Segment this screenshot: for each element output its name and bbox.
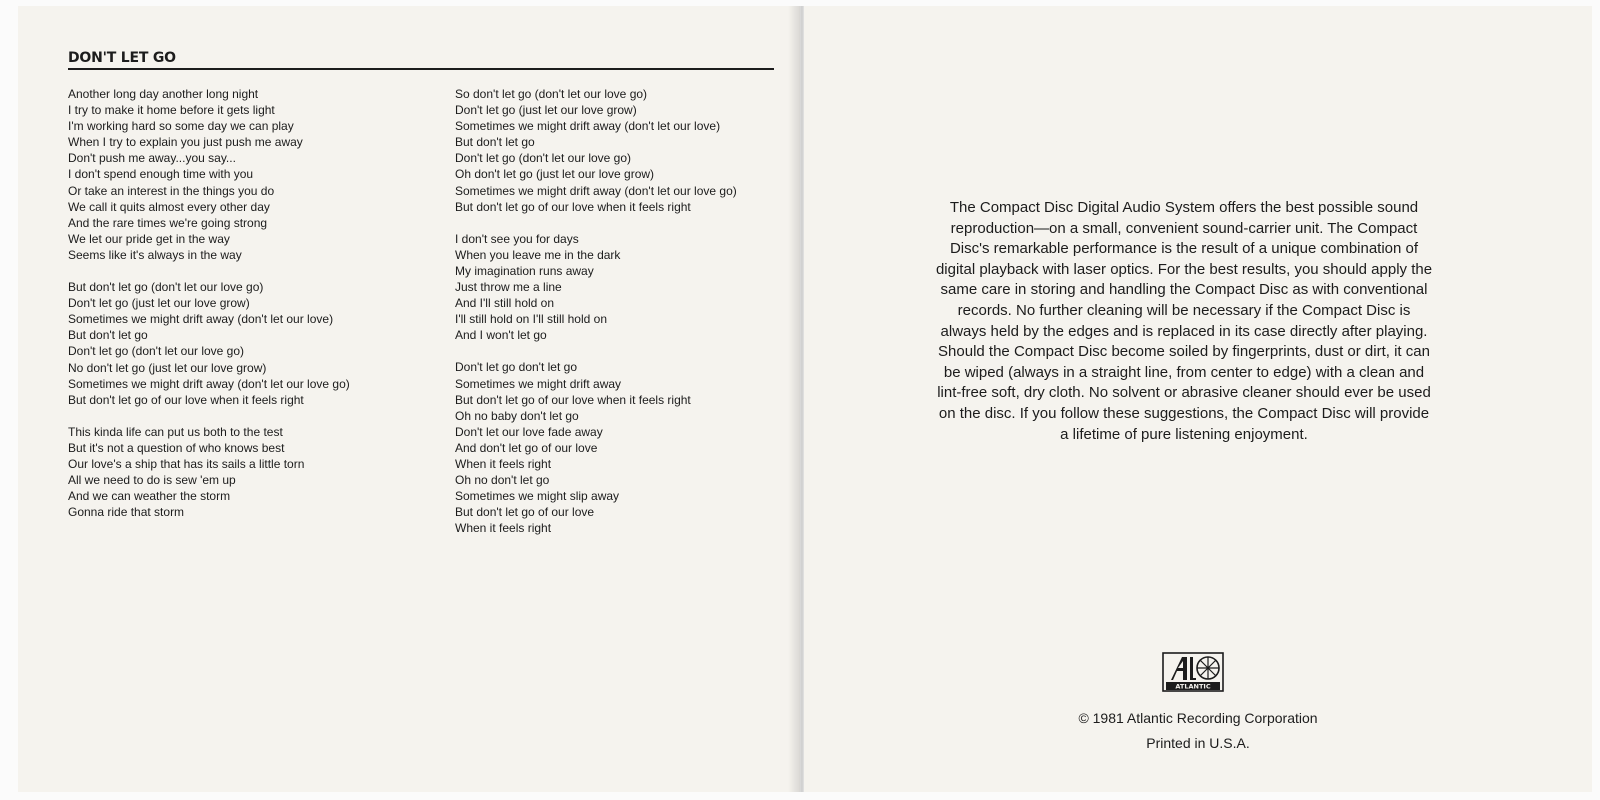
atlantic-logo xyxy=(1162,652,1224,692)
left-page xyxy=(18,6,800,792)
lyric-line: Oh don't let go (just let our love grow) xyxy=(455,167,655,182)
lyric-line: And don't let go of our love xyxy=(455,440,598,455)
lyric-line: Don't let go don't let go xyxy=(455,360,577,375)
lyric-line: My imagination runs away xyxy=(455,263,594,278)
song-title: DON'T LET GO xyxy=(68,50,176,66)
lyric-line: Sometimes we might drift away xyxy=(455,376,622,391)
lyric-line: Our love's a ship that has its sails a little torn xyxy=(68,456,305,471)
printed-in-line: Printed in U.S.A. xyxy=(1146,735,1250,751)
lyrics-column-1 xyxy=(68,86,448,536)
lyric-line: Don't push me away...you say... xyxy=(68,151,236,166)
lyric-line: When it feels right xyxy=(455,521,552,536)
lyric-line: Oh no don't let go xyxy=(455,473,550,488)
lyric-line: Don't let go (just let our love grow) xyxy=(68,296,250,311)
lyric-line: No don't let go (just let our love grow) xyxy=(68,360,267,375)
lyric-line: Don't let go (just let our love grow) xyxy=(455,103,637,118)
stanza xyxy=(455,359,785,536)
lyric-line: Seems like it's always in the way xyxy=(68,247,242,262)
lyric-line: Or take an interest in the things you do xyxy=(68,183,275,198)
lyric-line: And I won't let go xyxy=(455,328,547,343)
stanza xyxy=(68,279,448,408)
lyric-line: We let our pride get in the way xyxy=(68,231,230,246)
lyric-line: Oh no baby don't let go xyxy=(455,408,579,423)
lyric-line: Just throw me a line xyxy=(455,280,562,295)
lyric-line: Sometimes we might drift away (don't let our love go) xyxy=(455,183,737,198)
lyric-line: So don't let go (don't let our love go) xyxy=(455,87,648,101)
lyric-line: But don't let go (don't let our love go) xyxy=(68,280,264,295)
lyric-line: When you leave me in the dark xyxy=(455,247,621,262)
lyric-line: But don't let go of our love when it feels right xyxy=(455,392,691,407)
lyric-line: But don't let go of our love when it feels right xyxy=(455,199,691,214)
lyric-line: And the rare times we're going strong xyxy=(68,215,268,230)
lyric-line: Another long day another long night xyxy=(68,87,259,101)
stanza xyxy=(68,424,448,521)
title-rule xyxy=(68,68,774,70)
lyric-line: Sometimes we might drift away (don't let our love) xyxy=(455,119,721,134)
lyric-line: But it's not a question of who knows best xyxy=(68,440,285,455)
lyric-line: Sometimes we might slip away xyxy=(455,489,620,504)
lyric-line: Sometimes we might drift away (don't let our love) xyxy=(68,312,334,327)
lyric-line: When I try to explain you just push me away xyxy=(68,135,303,150)
lyric-line: But don't let go of our love when it feels right xyxy=(68,392,304,407)
lyric-line: I try to make it home before it gets light xyxy=(68,103,275,118)
lyric-line: When it feels right xyxy=(455,456,552,471)
lyric-line: We call it quits almost every other day xyxy=(68,199,270,214)
lyric-line: But don't let go of our love xyxy=(455,505,595,520)
lyrics-column-2 xyxy=(455,86,785,552)
lyric-line: But don't let go xyxy=(68,328,148,343)
lyric-line: But don't let go xyxy=(455,135,535,150)
copyright-line: © 1981 Atlantic Recording Corporation xyxy=(1078,710,1318,726)
lyric-line: Don't let go (don't let our love go) xyxy=(68,344,245,359)
stanza xyxy=(455,231,785,344)
right-page xyxy=(804,6,1592,792)
lyric-line: I'll still hold on I'll still hold on xyxy=(455,312,607,327)
lyric-line: Don't let our love fade away xyxy=(455,424,603,439)
lyric-line: And I'll still hold on xyxy=(455,296,555,311)
lyric-line: Gonna ride that storm xyxy=(68,505,185,520)
lyric-line: Don't let go (don't let our love go) xyxy=(455,151,632,166)
lyric-line: I don't see you for days xyxy=(455,231,579,246)
lyric-line: All we need to do is sew 'em up xyxy=(68,473,236,488)
lyric-line: I don't spend enough time with you xyxy=(68,167,254,182)
lyric-line: I'm working hard so some day we can play xyxy=(68,119,294,134)
lyric-line: Sometimes we might drift away (don't let our love go) xyxy=(68,376,350,391)
compact-disc-notice: The Compact Disc Digital Audio System offers the best possible sound reproduction—on a small, convenient sound-carrier unit. The Compact Disc's remarkable performance is the result of a unique combination of digital playback with laser optics. For the best results, you should apply the same care in storing and handling the Compact Disc as with conventional records. No further cleaning will be necessary if the Compact Disc is always held by the edges and is replaced in its case directly after playing. Should the Compact Disc become soiled by fingerprints, dust or dirt, it can be wiped (always in a straight line, from center to edge) with a clean and lint-free soft, dry cloth. No solvent or abrasive cleaner should ever be used on the disc. If you follow these suggestions, the Compact Disc will provide a lifetime of pure listening enjoyment. xyxy=(935,199,1433,443)
lyric-line: This kinda life can put us both to the test xyxy=(68,424,283,439)
logo-wordmark: ATLANTIC xyxy=(1175,682,1211,691)
lyric-line: And we can weather the storm xyxy=(68,489,231,504)
stanza xyxy=(68,86,448,263)
stanza xyxy=(455,86,785,215)
